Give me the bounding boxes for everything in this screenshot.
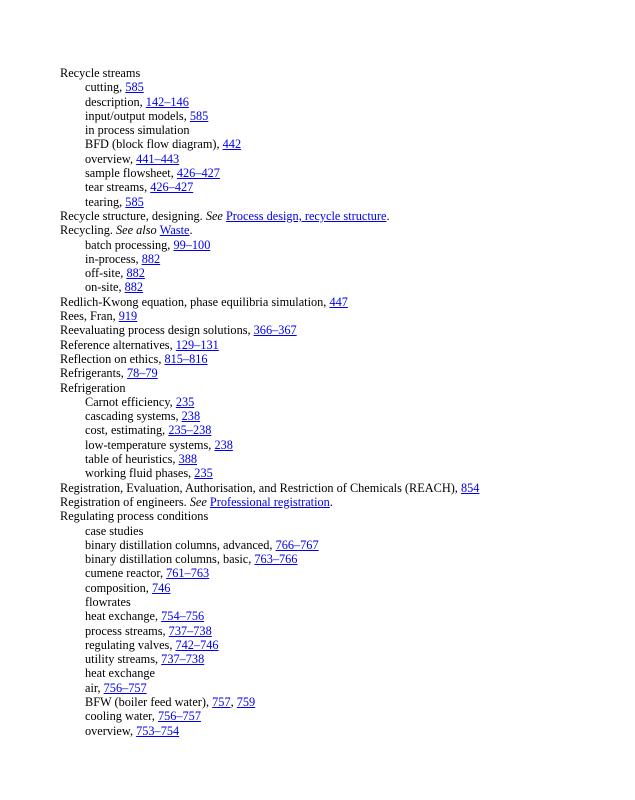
- index-subentry: [60, 266, 620, 280]
- entry-text: heat exchange,: [85, 609, 162, 624]
- index-page-link[interactable]: 585: [125, 80, 144, 95]
- index-entry: [60, 66, 620, 80]
- entry-text: Redlich-Kwong equation, phase equilibria simulation,: [60, 294, 330, 309]
- index-page-link[interactable]: 882: [141, 251, 161, 266]
- index-entry: [60, 481, 620, 495]
- entry-text: flowrates: [85, 594, 131, 609]
- entry-text: cost, estimating,: [85, 423, 169, 438]
- index-page: [60, 66, 620, 738]
- entry-text: Carnot efficiency,: [85, 394, 176, 409]
- entry-text: Reference alternatives,: [60, 337, 176, 352]
- entry-text: in process simulation: [85, 123, 190, 138]
- entry-text: BFD (block flow diagram),: [85, 137, 223, 152]
- index-page-link[interactable]: 882: [126, 266, 145, 281]
- index-page-link[interactable]: 753–754: [136, 723, 180, 738]
- index-subentry: [60, 252, 620, 266]
- index-subentry: [60, 538, 620, 552]
- index-subentry: [60, 566, 620, 580]
- index-page-link[interactable]: 235–238: [168, 423, 212, 438]
- entry-text: Refrigeration: [60, 380, 126, 395]
- entry-text: air,: [85, 680, 104, 695]
- index-subentry: [60, 166, 620, 180]
- index-page-link[interactable]: 235: [194, 466, 213, 481]
- index-subentry: [60, 695, 620, 709]
- entry-text: cutting,: [85, 80, 126, 95]
- index-entry: [60, 223, 620, 237]
- entry-text: binary distillation columns, basic,: [85, 552, 255, 567]
- index-subentry: [60, 638, 620, 652]
- index-subentry: [60, 524, 620, 538]
- entry-text: Registration of engineers.: [60, 494, 190, 509]
- index-page-link[interactable]: 238: [214, 437, 233, 452]
- entry-text: cooling water,: [85, 709, 158, 724]
- index-entry: [60, 495, 620, 509]
- index-page-link[interactable]: 854: [460, 480, 480, 495]
- entry-text: tearing,: [85, 194, 126, 209]
- entry-text: Recycling.: [60, 223, 117, 238]
- index-subentry: [60, 438, 620, 452]
- index-page-link[interactable]: 142–146: [145, 94, 189, 109]
- entry-text: binary distillation columns, advanced,: [85, 537, 276, 552]
- index-page-link[interactable]: 426–427: [176, 166, 220, 181]
- entry-text: Regulating process conditions: [60, 509, 209, 524]
- entry-text: working fluid phases,: [85, 466, 195, 481]
- see-reference-label: See: [189, 494, 210, 509]
- index-entry: [60, 509, 620, 523]
- index-subentry: [60, 624, 620, 638]
- index-page-link[interactable]: 756–757: [103, 680, 147, 695]
- index-page-link[interactable]: 366–367: [253, 323, 297, 338]
- see-reference-label: See also: [116, 223, 160, 238]
- index-page-link[interactable]: 99–100: [173, 237, 211, 252]
- index-page-link[interactable]: 442: [222, 137, 242, 152]
- entry-text: overview,: [85, 151, 137, 166]
- index-page-link[interactable]: 754–756: [161, 609, 205, 624]
- entry-text: Registration, Evaluation, Authorisation, and Restriction of Chemicals (REACH),: [60, 480, 461, 495]
- index-subentry: [60, 80, 620, 94]
- index-page-link[interactable]: 919: [118, 309, 138, 324]
- entry-text: .: [189, 223, 193, 238]
- entry-text: in-process,: [85, 251, 142, 266]
- index-page-link[interactable]: 756–757: [157, 709, 201, 724]
- index-subentry: [60, 423, 620, 437]
- entry-text: regulating valves,: [85, 637, 176, 652]
- see-reference-label: See: [205, 208, 226, 223]
- entry-text: description,: [85, 94, 146, 109]
- index-page-link[interactable]: 759: [236, 695, 256, 710]
- index-entry: [60, 381, 620, 395]
- index-page-link[interactable]: 757: [212, 695, 231, 710]
- entry-text: tear streams,: [85, 180, 151, 195]
- index-page-link[interactable]: 763–766: [254, 552, 298, 567]
- index-entry: [60, 338, 620, 352]
- entry-text: Recycle structure, designing.: [60, 208, 206, 223]
- index-page-link[interactable]: 441–443: [136, 151, 180, 166]
- index-subentry: [60, 395, 620, 409]
- entry-text: cumene reactor,: [85, 566, 167, 581]
- index-page-link[interactable]: 737–738: [168, 623, 212, 638]
- index-subentry: [60, 652, 620, 666]
- entry-text: Rees, Fran,: [60, 309, 119, 324]
- entry-text: case studies: [85, 523, 144, 538]
- index-subentry: [60, 280, 620, 294]
- entry-text: heat exchange: [85, 666, 155, 681]
- index-subentry: [60, 581, 620, 595]
- index-page-link[interactable]: Process design, recycle structure: [225, 208, 387, 223]
- index-page-link[interactable]: 426–427: [150, 180, 194, 195]
- index-entry: [60, 352, 620, 366]
- entry-text: process streams,: [85, 623, 169, 638]
- index-page-link[interactable]: 238: [181, 409, 201, 424]
- entry-text: Reevaluating process design solutions,: [60, 323, 254, 338]
- index-entry: [60, 323, 620, 337]
- index-subentry: [60, 152, 620, 166]
- entry-text: input/output models,: [85, 108, 190, 123]
- index-page-link[interactable]: Professional registration: [209, 494, 330, 509]
- index-entry: [60, 295, 620, 309]
- entry-text: sample flowsheet,: [85, 166, 177, 181]
- index-page-link[interactable]: 585: [125, 194, 144, 209]
- index-page-link[interactable]: 447: [329, 294, 348, 309]
- entry-text: .: [386, 208, 390, 223]
- entry-text: low-temperature systems,: [85, 437, 215, 452]
- index-subentry: [60, 137, 620, 151]
- index-page-link[interactable]: 815–816: [164, 351, 208, 366]
- entry-text: overview,: [85, 723, 137, 738]
- index-page-link[interactable]: 882: [124, 280, 144, 295]
- entry-text: batch processing,: [85, 237, 174, 252]
- index-subentry: [60, 195, 620, 209]
- entry-text: .: [329, 494, 333, 509]
- entry-text: off-site,: [85, 266, 127, 281]
- index-subentry: [60, 238, 620, 252]
- index-subentry: [60, 609, 620, 623]
- index-entry: [60, 309, 620, 323]
- index-page-link[interactable]: Waste: [159, 223, 190, 238]
- index-entry: [60, 209, 620, 223]
- index-subentry: [60, 452, 620, 466]
- index-subentry: [60, 409, 620, 423]
- entry-text: Recycle streams: [60, 66, 141, 80]
- index-page-link[interactable]: 742–746: [175, 637, 219, 652]
- index-page-link[interactable]: 388: [178, 452, 198, 467]
- index-subentry: [60, 180, 620, 194]
- entry-text: ,: [230, 695, 237, 710]
- index-subentry: [60, 595, 620, 609]
- entry-text: utility streams,: [85, 652, 162, 667]
- index-entry: [60, 366, 620, 380]
- index-subentry: [60, 466, 620, 480]
- entry-text: BFW (boiler feed water),: [85, 695, 213, 710]
- index-page-link[interactable]: 746: [151, 580, 171, 595]
- index-page-link[interactable]: 585: [189, 108, 209, 123]
- index-subentry: [60, 724, 620, 738]
- entry-text: cascading systems,: [85, 409, 182, 424]
- index-page-link[interactable]: 737–738: [161, 652, 205, 667]
- index-subentry: [60, 123, 620, 137]
- index-subentry: [60, 552, 620, 566]
- index-page-link[interactable]: 235: [175, 394, 195, 409]
- index-subentry: [60, 666, 620, 680]
- index-page-link[interactable]: 78–79: [126, 366, 158, 381]
- index-page-link[interactable]: 129–131: [175, 337, 219, 352]
- index-subentry: [60, 95, 620, 109]
- entry-text: on-site,: [85, 280, 125, 295]
- index-page-link[interactable]: 766–767: [275, 537, 319, 552]
- entry-text: Reflection on ethics,: [60, 351, 165, 366]
- entry-text: Refrigerants,: [60, 366, 127, 381]
- index-subentry: [60, 681, 620, 695]
- index-page-link[interactable]: 761–763: [166, 566, 210, 581]
- index-subentry: [60, 709, 620, 723]
- entry-text: table of heuristics,: [85, 452, 179, 467]
- index-subentry: [60, 109, 620, 123]
- entry-text: composition,: [85, 580, 152, 595]
